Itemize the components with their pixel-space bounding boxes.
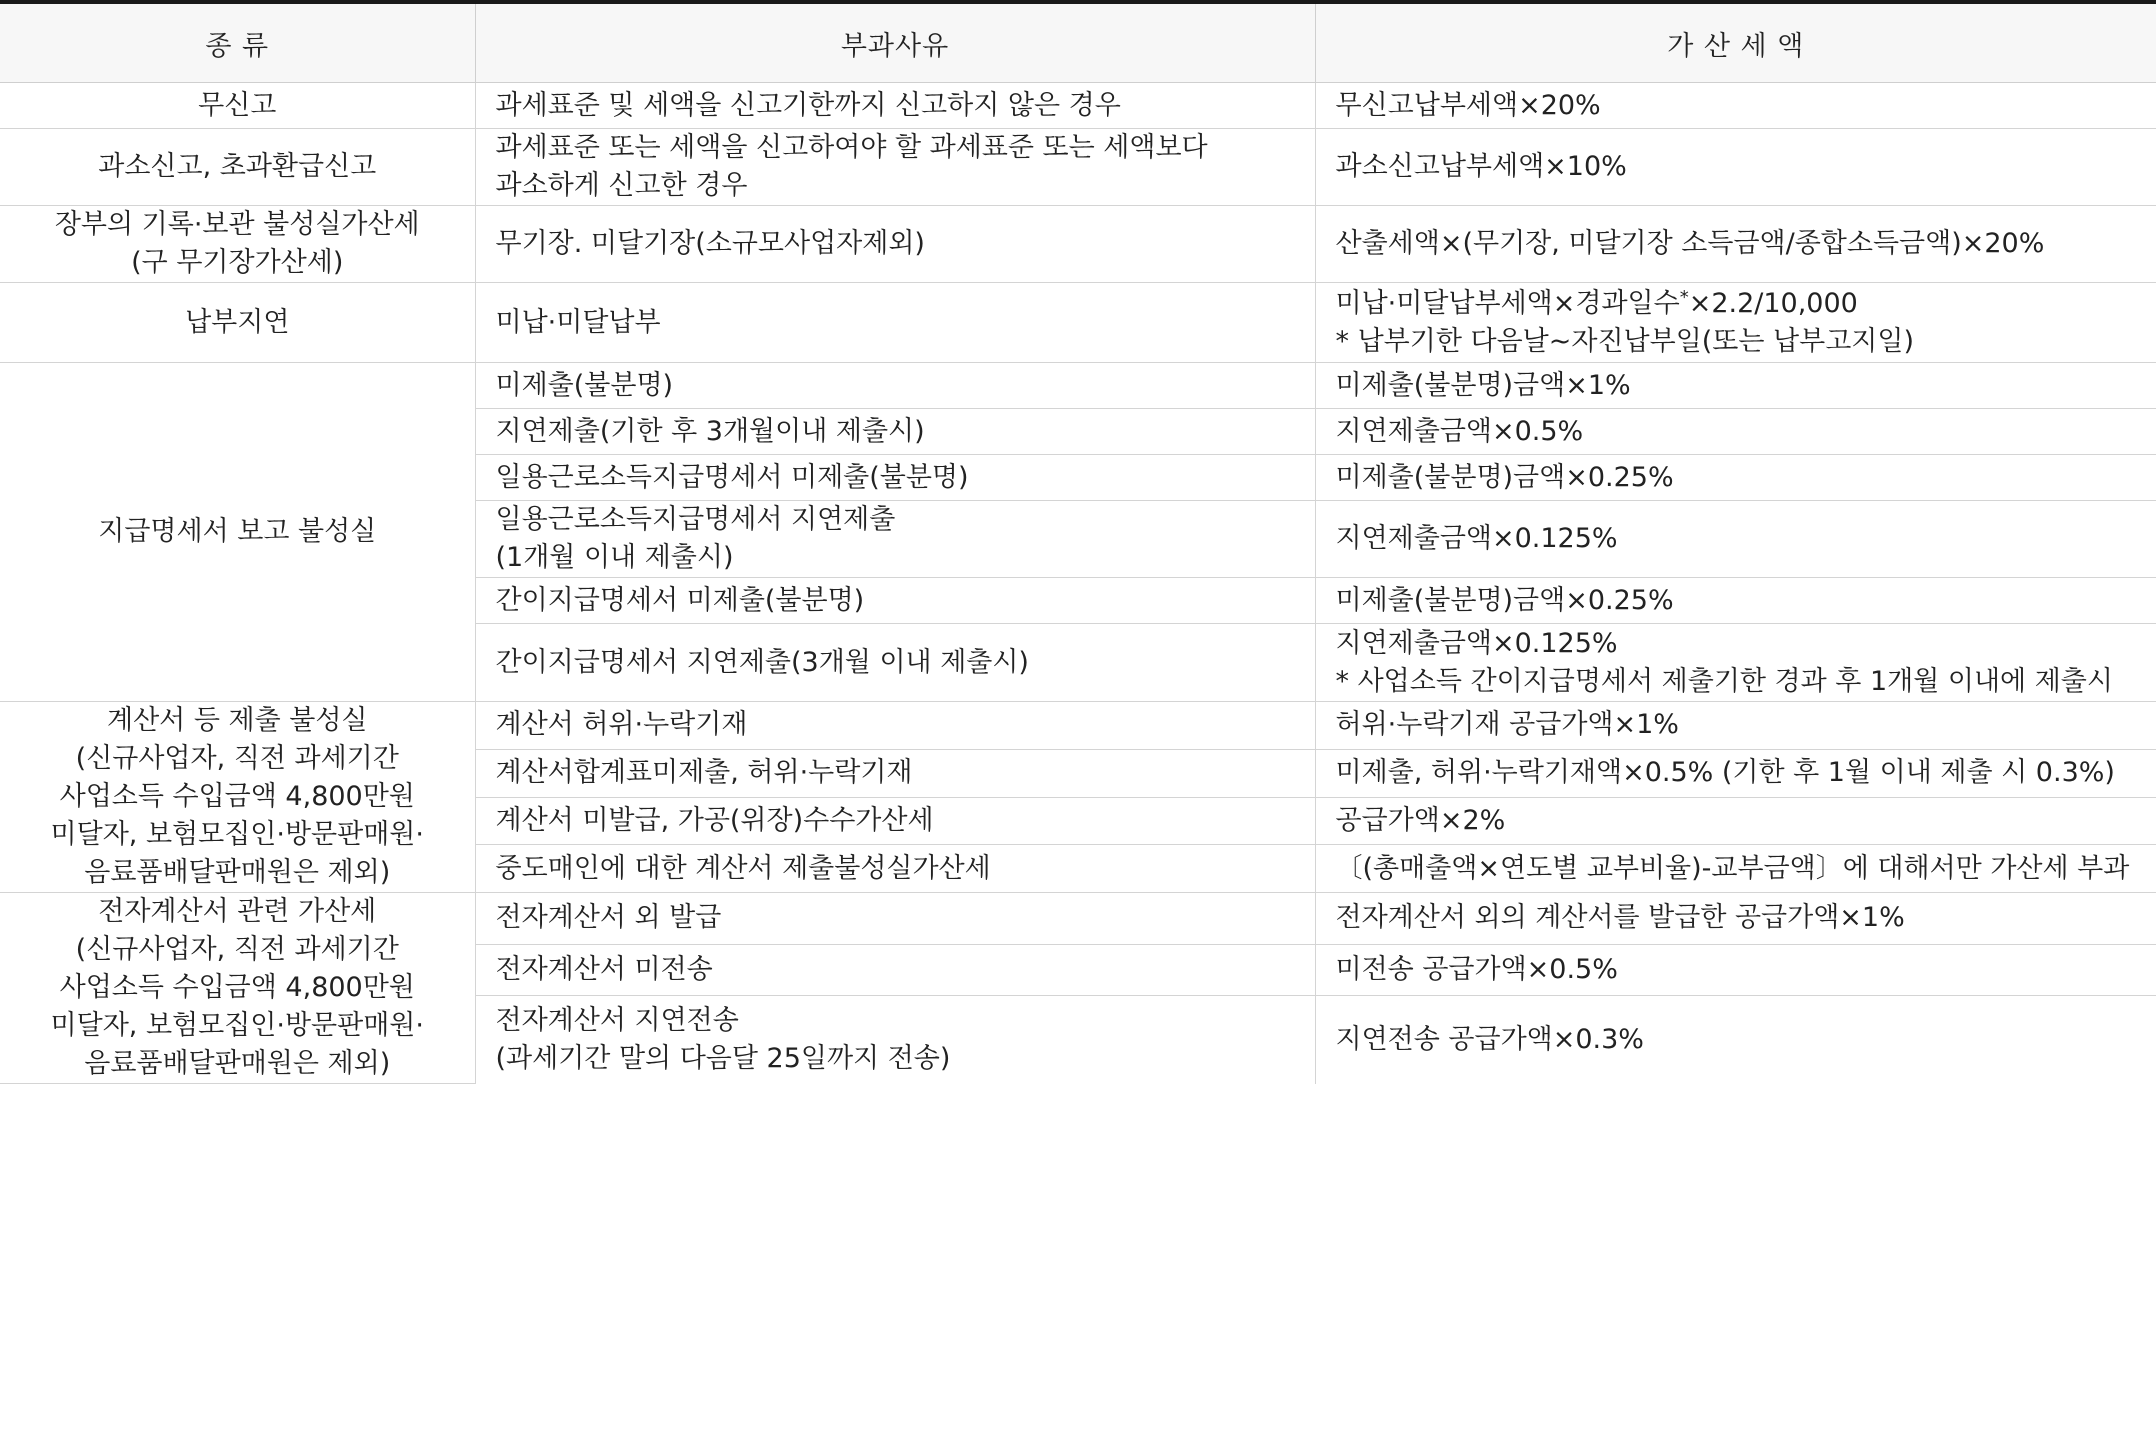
reason-cell: 과세표준 또는 세액을 신고하여야 할 과세표준 또는 세액보다 과소하게 신고한 경우 <box>475 129 1315 206</box>
amount-cell <box>1315 283 2156 363</box>
amount-cell: 지연제출금액×0.125% <box>1315 501 2156 578</box>
amount-cell: 미제출, 허위·누락기재액×0.5% (기한 후 1월 이내 제출 시 0.3%) <box>1315 749 2156 797</box>
reason-cell: 계산서 허위·누락기재 <box>475 702 1315 750</box>
category-cell: 과소신고, 초과환급신고 <box>0 129 475 206</box>
header-reason <box>475 2 1315 83</box>
reason-cell: 간이지급명세서 미제출(불분명) <box>475 578 1315 624</box>
reason-cell: 전자계산서 지연전송 (과세기간 말의 다음달 25일까지 전송) <box>475 996 1315 1084</box>
header-reason-label: 부과사유 <box>840 30 950 62</box>
amount-cell <box>1315 624 2156 702</box>
reason-cell: 과세표준 및 세액을 신고기한까지 신고하지 않은 경우 <box>475 83 1315 129</box>
footnote-marker: * <box>1679 286 1689 308</box>
header-amount-label: 가 산 세 액 <box>1667 30 1805 62</box>
amount-cell: 무신고납부세액×20% <box>1315 83 2156 129</box>
header-category <box>0 2 475 83</box>
amount-formula <box>1336 285 2137 323</box>
category-cell: 무신고 <box>0 83 475 129</box>
category-cell: 계산서 등 제출 불성실 (신규사업자, 직전 과세기간 사업소득 수입금액 4,800만원 미달자, 보험모집인·방문판매원·음료품배달판매원은 제외) <box>0 702 475 893</box>
table-row <box>0 129 2156 206</box>
category-cell: 장부의 기록·보관 불성실가산세 (구 무기장가산세) <box>0 206 475 283</box>
table-row <box>0 83 2156 129</box>
amount-formula <box>1336 625 2137 663</box>
amount-cell: 공급가액×2% <box>1315 797 2156 845</box>
amount-cell: 미제출(불분명)금액×1% <box>1315 363 2156 409</box>
reason-cell: 계산서 미발급, 가공(위장)수수가산세 <box>475 797 1315 845</box>
amount-cell: 미제출(불분명)금액×0.25% <box>1315 578 2156 624</box>
amount-cell: 허위·누락기재 공급가액×1% <box>1315 702 2156 750</box>
table-row <box>0 206 2156 283</box>
header-row <box>0 2 2156 83</box>
table-row <box>0 363 2156 409</box>
reason-cell: 일용근로소득지급명세서 미제출(불분명) <box>475 455 1315 501</box>
amount-cell: 미제출(불분명)금액×0.25% <box>1315 455 2156 501</box>
reason-cell: 중도매인에 대한 계산서 제출불성실가산세 <box>475 845 1315 893</box>
header-amount <box>1315 2 2156 83</box>
table-body <box>0 83 2156 1084</box>
header-category-label: 종 류 <box>205 30 270 62</box>
reason-cell: 미제출(불분명) <box>475 363 1315 409</box>
reason-cell: 미납·미달납부 <box>475 283 1315 363</box>
amount-cell: 미전송 공급가액×0.5% <box>1315 944 2156 996</box>
table-row <box>0 283 2156 363</box>
amount-cell: 지연전송 공급가액×0.3% <box>1315 996 2156 1084</box>
amount-footnote: * 사업소득 간이지급명세서 제출기한 경과 후 1개월 이내에 제출시 <box>1335 665 2113 697</box>
reason-cell: 전자계산서 외 발급 <box>475 893 1315 945</box>
category-cell: 납부지연 <box>0 283 475 363</box>
category-cell: 지급명세서 보고 불성실 <box>0 363 475 702</box>
reason-cell: 무기장. 미달기장(소규모사업자제외) <box>475 206 1315 283</box>
amount-footnote: * 납부기한 다음날~자진납부일(또는 납부고지일) <box>1335 325 1914 357</box>
amount-text: 미납·미달납부세액×경과일수 <box>1335 287 1680 319</box>
reason-cell: 일용근로소득지급명세서 지연제출 (1개월 이내 제출시) <box>475 501 1315 578</box>
amount-text: 지연제출금액×0.125% <box>1335 627 1618 659</box>
amount-cell: 〔(총매출액×연도별 교부비율)-교부금액〕에 대해서만 가산세 부과 <box>1315 845 2156 893</box>
table-row <box>0 702 2156 750</box>
table-row <box>0 893 2156 945</box>
amount-cell: 과소신고납부세액×10% <box>1315 129 2156 206</box>
reason-cell: 계산서합계표미제출, 허위·누락기재 <box>475 749 1315 797</box>
reason-cell: 지연제출(기한 후 3개월이내 제출시) <box>475 409 1315 455</box>
category-cell: 전자계산서 관련 가산세 (신규사업자, 직전 과세기간 사업소득 수입금액 4,800만원 미달자, 보험모집인·방문판매원·음료품배달판매원은 제외) <box>0 893 475 1084</box>
amount-cell: 전자계산서 외의 계산서를 발급한 공급가액×1% <box>1315 893 2156 945</box>
amount-cell: 산출세액×(무기장, 미달기장 소득금액/종합소득금액)×20% <box>1315 206 2156 283</box>
reason-cell: 간이지급명세서 지연제출(3개월 이내 제출시) <box>475 624 1315 702</box>
amount-text-cont: ×2.2/10,000 <box>1688 287 1858 319</box>
amount-cell: 지연제출금액×0.5% <box>1315 409 2156 455</box>
reason-cell: 전자계산서 미전송 <box>475 944 1315 996</box>
